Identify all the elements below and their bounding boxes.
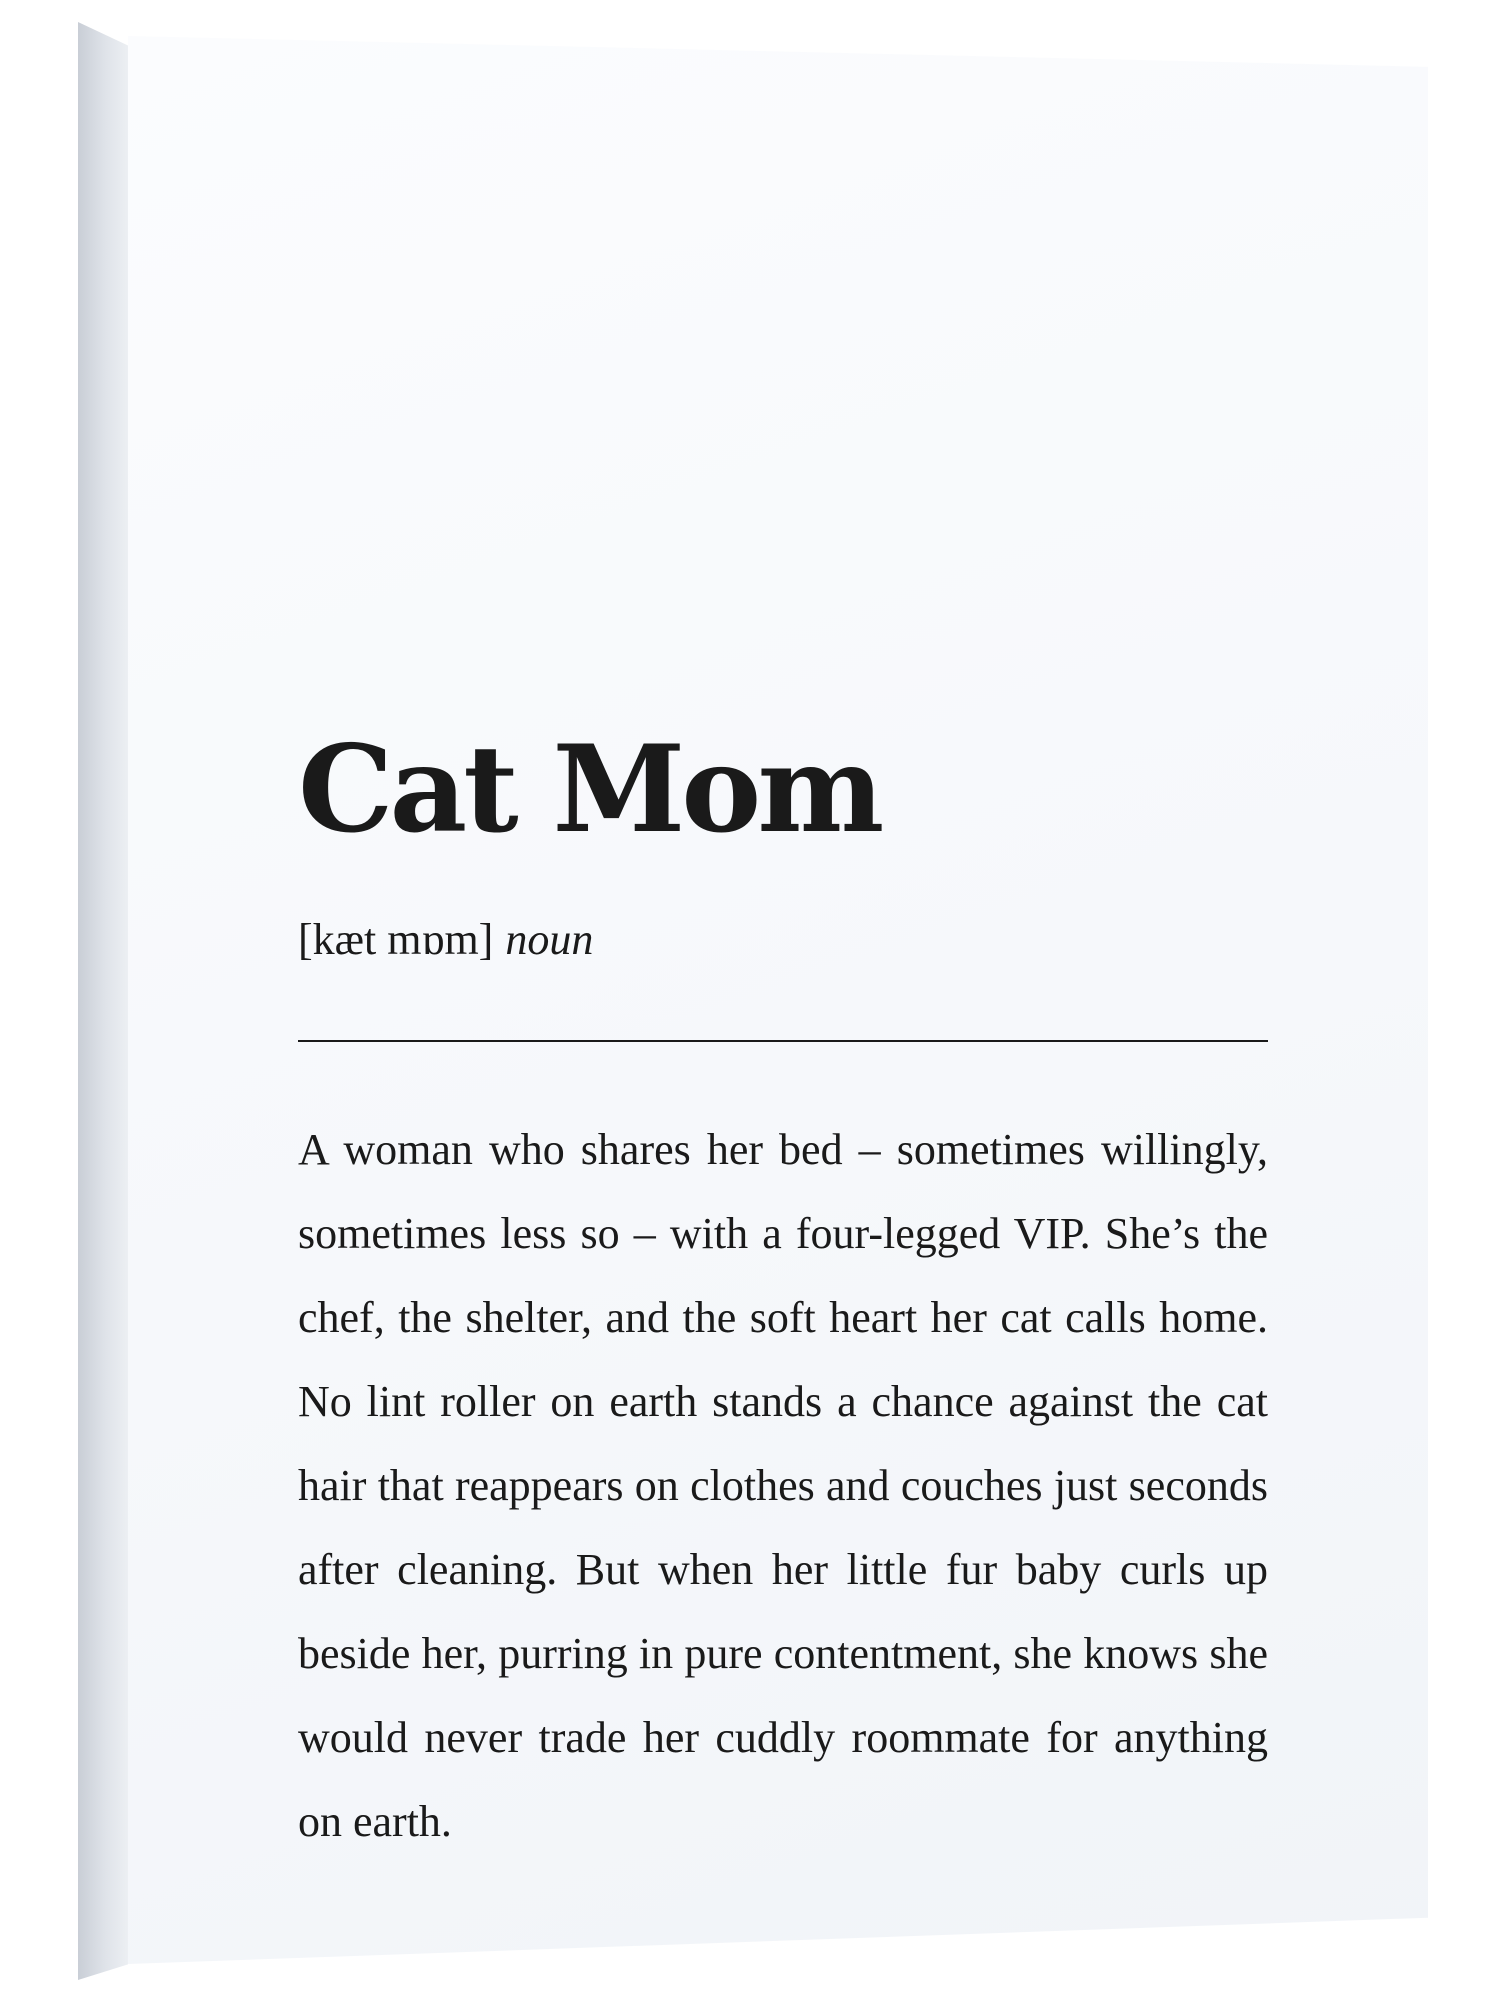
divider-line bbox=[298, 1040, 1268, 1042]
part-of-speech: noun bbox=[505, 915, 594, 964]
canvas-side-edge bbox=[78, 22, 128, 1980]
term-title: Cat Mom bbox=[298, 719, 881, 860]
pronunciation-line bbox=[298, 910, 1280, 970]
definition-print bbox=[298, 715, 1280, 1908]
definition-text: A woman who shares her bed – sometimes willingly, sometimes less so – with a four-legged VIP. She’s the chef, the shelter, and the soft heart her cat calls home. No lint roller on earth stands a chance against the cat hair that reappears on clothes and couches just seconds after cleaning. But when her little fur baby curls up beside her, purring in pure contentment, she knows she would never trade her cuddly roommate for anything on earth. bbox=[298, 1125, 1268, 1846]
pronunciation: [kæt mɒm] bbox=[298, 915, 494, 964]
